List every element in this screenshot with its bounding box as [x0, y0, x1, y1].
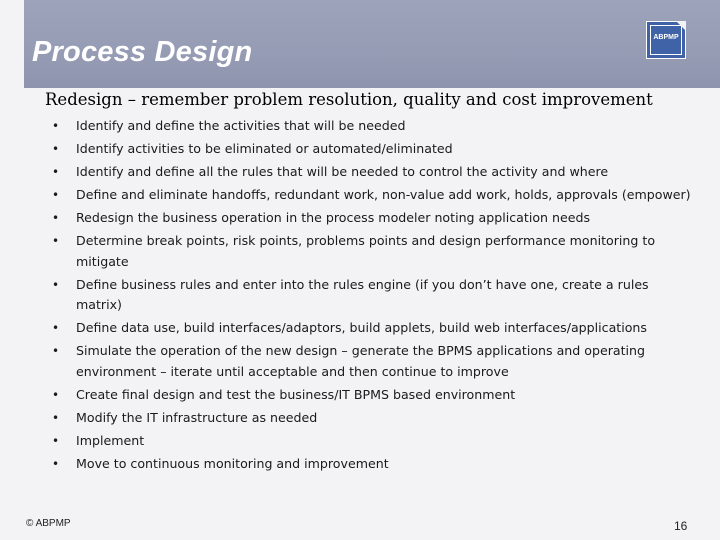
bullet-item [52, 385, 692, 406]
bullet-text: Define data use, build interfaces/adaptors, build applets, build web interfaces/applications [76, 320, 647, 336]
bullet-text: Define and eliminate handoffs, redundant work, non-value add work, holds, approvals (empower) [76, 186, 691, 202]
bullet-item [52, 454, 692, 475]
bullet-item [52, 185, 692, 206]
bullet-text: Modify the IT infrastructure as needed [76, 409, 318, 425]
bullet-dot-icon: • [52, 277, 60, 292]
bullet-text: Implement [76, 432, 145, 448]
bullet-dot-icon: • [52, 321, 60, 336]
slide-subtitle: Redesign – remember problem resolution, quality and cost improvement [45, 90, 653, 109]
bullet-dot-icon: • [52, 164, 60, 179]
bullet-text: Simulate the operation of the new design – generate the BPMS applications and operating environment – iterate until acceptable and then continue to improve [76, 343, 646, 379]
bullet-dot-icon: • [52, 119, 60, 133]
logo-corner-fold [676, 21, 686, 31]
bullet-text: Redesign the business operation in the process modeler noting application needs [76, 209, 591, 225]
bullet-item [52, 431, 692, 452]
bullet-item [52, 208, 692, 229]
bullet-dot-icon: • [52, 344, 60, 359]
bullet-item [52, 231, 692, 272]
bullet-item [52, 341, 692, 382]
bullet-text: Identify and define the activities that will be needed [76, 118, 406, 133]
bullet-text: Create final design and test the business/IT BPMS based environment [76, 386, 516, 402]
bullet-item [52, 408, 692, 429]
bullet-item [52, 318, 692, 339]
bullet-item [52, 162, 692, 183]
bullet-dot-icon: • [52, 187, 60, 202]
bullet-dot-icon: • [52, 387, 60, 402]
bullet-item [52, 139, 692, 160]
bullet-text: Identify activities to be eliminated or automated/eliminated [76, 140, 453, 156]
page-number: 16 [674, 519, 688, 533]
bullet-item [52, 275, 692, 316]
footer-copyright: © ABPMP [26, 518, 71, 529]
bullet-text: Move to continuous monitoring and improvement [76, 455, 389, 471]
abpmp-logo [646, 21, 686, 59]
logo-text: ABPMP [653, 34, 679, 41]
bullet-text: Identify and define all the rules that will be needed to control the activity and where [76, 163, 609, 179]
slide-title: Process Design [32, 36, 253, 68]
bullet-text: Define business rules and enter into the rules engine (if you don’t have one, create a rules matrix) [76, 276, 649, 313]
bullet-dot-icon: • [52, 456, 60, 471]
title-banner [24, 0, 720, 88]
bullet-dot-icon: • [52, 233, 60, 248]
bullet-list [52, 116, 692, 477]
bullet-text: Determine break points, risk points, problems points and design performance monitoring to mitigate [76, 232, 656, 269]
bullet-item [52, 116, 692, 137]
bullet-dot-icon: • [52, 210, 60, 225]
bullet-dot-icon: • [52, 141, 60, 156]
bullet-dot-icon: • [52, 410, 60, 425]
bullet-dot-icon: • [52, 433, 60, 448]
